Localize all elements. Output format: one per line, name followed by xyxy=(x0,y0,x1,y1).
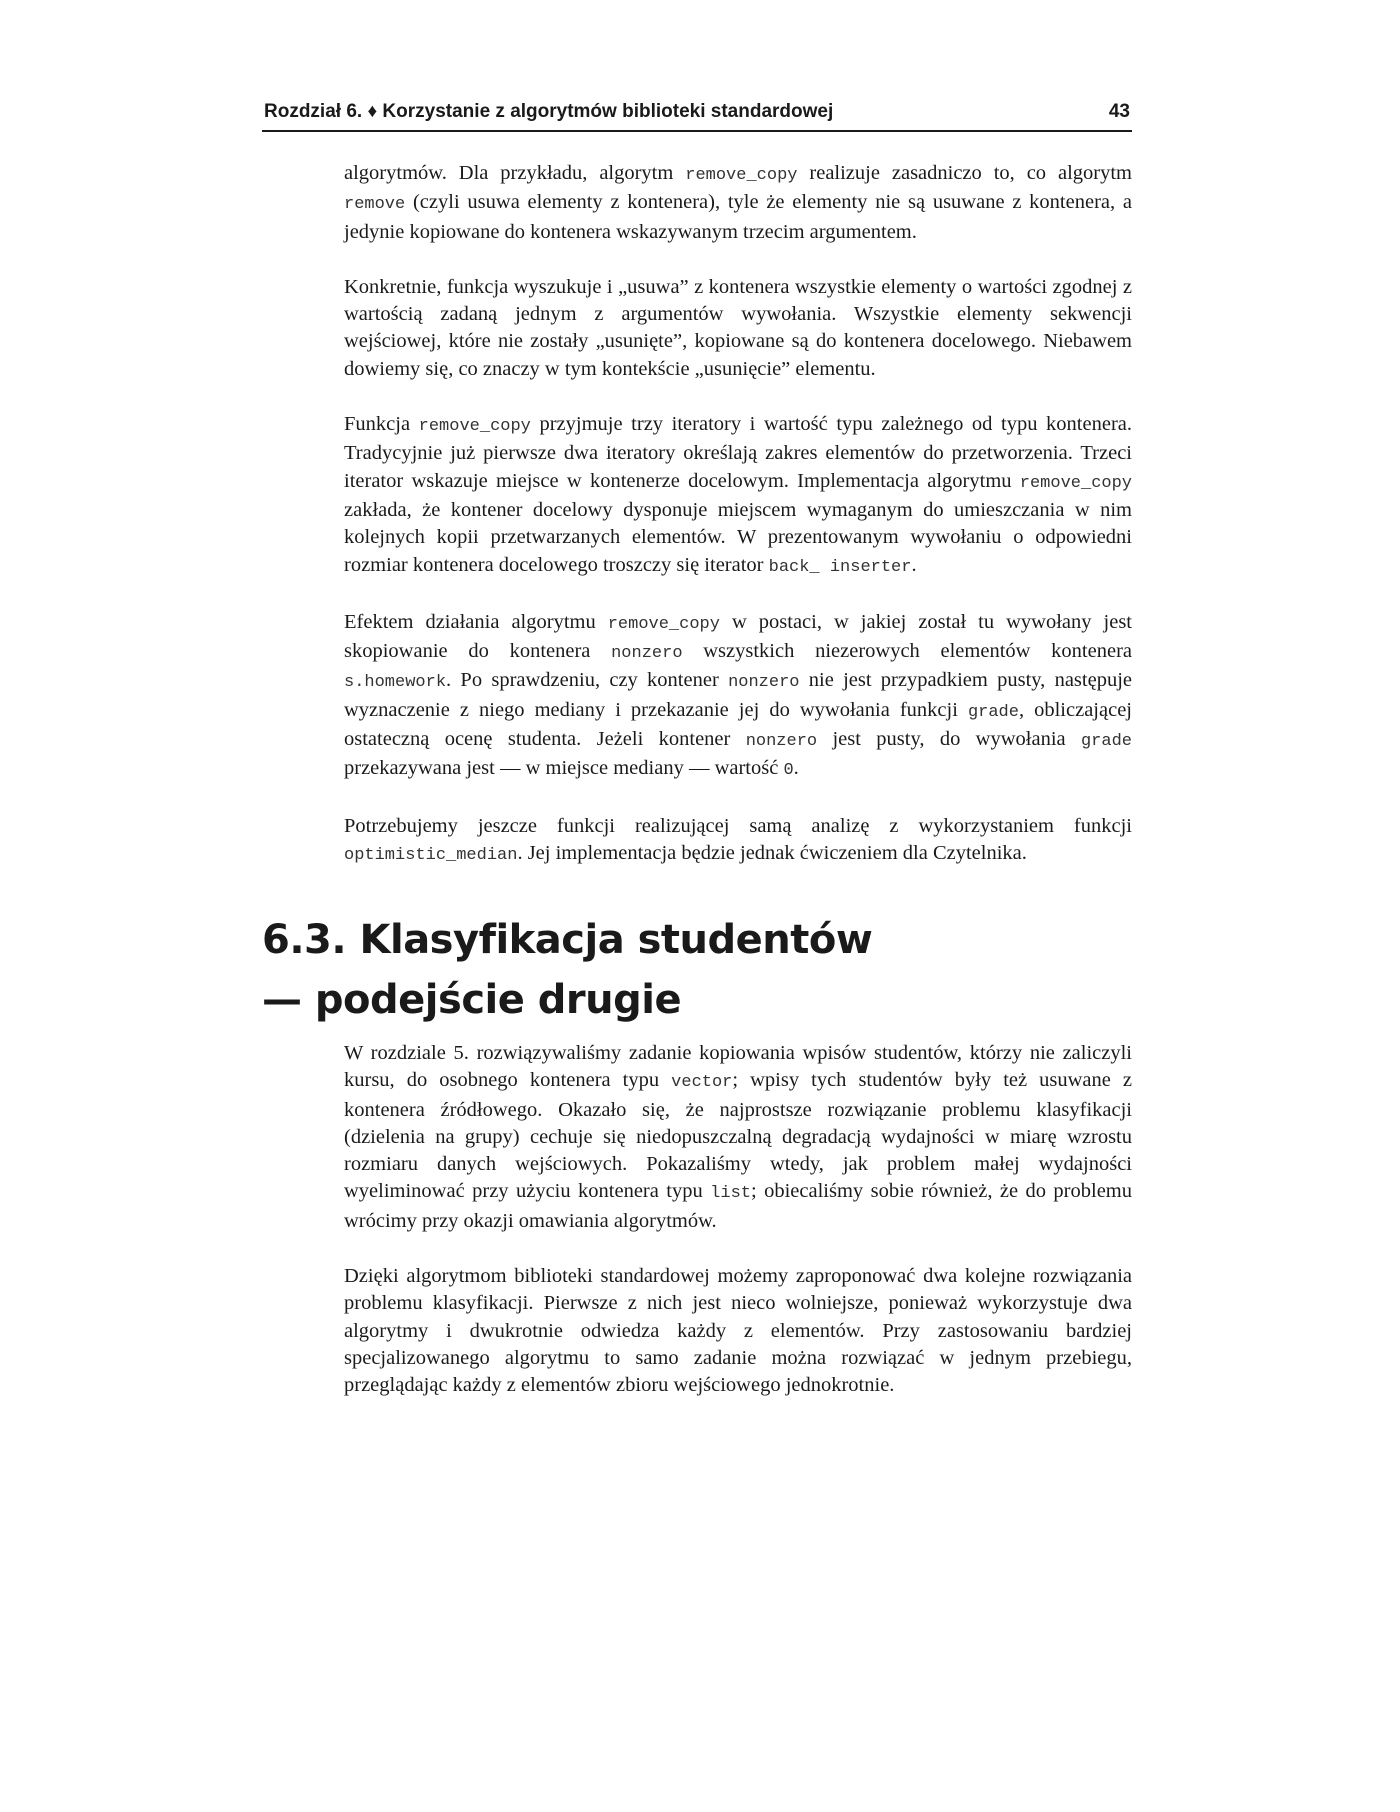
text-run: ; wpisy tych studentów były też usuwane z kontenera źródłowego. Okazało się, że najprostsze rozwiązanie problemu klasyfikacji (dzielenia na grupy) cechuje się niedopuszczalną degradacją wydajności w miarę wzrostu rozmiaru danych wejściowych. Pokazaliśmy wtedy, jak problem małej wydajności wyeliminować przy użyciu kontenera typu xyxy=(344,1069,1132,1203)
section-heading xyxy=(262,910,1142,1030)
text-run: (czyli usuwa elementy z kontenera), tyle że elementy nie są usuwane z kontenera, a jedynie kopiowane do kontenera wskazywanym trzecim argumentem. xyxy=(344,191,1132,243)
paragraph-5 xyxy=(344,813,1132,870)
paragraph-4 xyxy=(344,609,1132,785)
inline-code: s.homework xyxy=(344,673,447,693)
text-run: . xyxy=(793,757,799,780)
inline-code: remove_copy xyxy=(1019,473,1132,493)
inline-code: remove_copy xyxy=(418,417,531,437)
paragraph-2 xyxy=(344,274,1132,383)
section-heading-line-2: — podejście drugie xyxy=(262,977,682,1023)
chapter-title: Rozdział 6. ♦ Korzystanie z algorytmów biblioteki standardowej xyxy=(264,101,834,122)
text-run: . Jej implementacja będzie jednak ćwiczeniem dla Czytelnika. xyxy=(517,841,1027,864)
text-run: przyjmuje trzy iteratory i wartość typu zależnego od typu kontenera. Tradycyjnie już pierwsze dwa iteratory określają zakres elementów do przetworzenia. Trzeci iterator wskazuje miejsce w kontenerze docelowym. Implementacja algorytmu xyxy=(344,413,1132,492)
text-run: nie jest przypadkiem pusty, następuje wyznaczenie z niego mediany i przekazanie jej do wywołania funkcji xyxy=(344,669,1132,721)
running-header xyxy=(262,100,1132,132)
text-run: , obliczającej ostateczną ocenę studenta. Jeżeli kontener xyxy=(344,698,1132,751)
inline-code: remove xyxy=(344,195,406,215)
text-run: Efektem działania algorytmu xyxy=(344,610,608,633)
text-run: w postaci, w jakiej został tu wywołany jest skopiowanie do kontenera xyxy=(344,610,1132,663)
text-run: ; obiecaliśmy sobie również, że do problemu wrócimy przy okazji omawiania algorytmów. xyxy=(344,1180,1132,1232)
inline-code: vector xyxy=(671,1073,733,1093)
inline-code: grade xyxy=(967,702,1019,722)
paragraph-1 xyxy=(344,160,1132,246)
text-run: wszystkich niezerowych elementów kontenera xyxy=(682,640,1132,663)
text-run: . xyxy=(911,553,917,576)
inline-code: nonzero xyxy=(728,673,800,693)
text-run: algorytmów. Dla przykładu, algorytm xyxy=(344,162,686,184)
body-text-bottom xyxy=(344,1040,1132,1400)
inline-code: 0 xyxy=(783,761,794,781)
page-number: 43 xyxy=(1108,101,1130,122)
text-run: Dzięki algorytmom biblioteki standardowej możemy zaproponować dwa kolejne rozwiązania problemu klasyfikacji. Pierwsze z nich jest nieco wolniejsze, ponieważ wykorzystuje dwa algorytmy i dwukrotnie odwiedza każdy z elementów. Przy zastosowaniu bardziej specjalizowanego algorytmu to samo zadanie można rozwiązać w jednym przebiegu, przeglądając każdy z elementów zbioru wejściowego jednokrotnie. xyxy=(344,1265,1132,1397)
body-text-top xyxy=(344,160,1132,869)
inline-code: nonzero xyxy=(611,644,683,664)
paragraph-7 xyxy=(344,1263,1132,1399)
inline-code: remove_copy xyxy=(685,166,798,185)
text-run: Funkcja xyxy=(344,413,419,436)
inline-code: optimistic_median xyxy=(344,845,518,865)
inline-code: nonzero xyxy=(745,732,818,752)
text-run: jest pusty, do wywołania xyxy=(817,728,1081,751)
paragraph-3 xyxy=(344,411,1132,581)
paragraph-6 xyxy=(344,1040,1132,1235)
inline-code: remove_copy xyxy=(607,614,720,634)
section-heading-line-1: 6.3. Klasyfikacja studentów xyxy=(262,917,873,963)
text-run: zakłada, że kontener docelowy dysponuje miejscem wymaganym do umieszczania w nim kolejnych kopii przetwarzanych elementów. W prezentowanym wywołaniu o odpowiedni rozmiar kontenera docelowego troszczy się iterator xyxy=(344,498,1132,576)
text-run: W rozdziale 5. rozwiązywaliśmy zadanie kopiowania wpisów studentów, którzy nie zaliczyli kursu, do osobnego kontenera typu xyxy=(344,1042,1132,1092)
text-run: Potrzebujemy jeszcze funkcji realizującej samą analizę z wykorzystaniem funkcji xyxy=(344,814,1132,837)
inline-code: back_ inserter xyxy=(768,557,912,577)
text-run: Konkretnie, funkcja wyszukuje i „usuwa” z kontenera wszystkie elementy o wartości zgodnej z wartością zadaną jednym z argumentów wywołania. Wszystkie elementy sekwencji wejściowej, które nie zostały „usunięte”, kopiowane są do kontenera docelowego. Niebawem dowiemy się, co znaczy w tym kontekście „usunięcie” elementu. xyxy=(344,275,1132,380)
text-run: realizuje zasadniczo to, co algorytm xyxy=(797,162,1132,184)
text-run: . Po sprawdzeniu, czy kontener xyxy=(446,669,729,692)
inline-code: grade xyxy=(1080,732,1132,752)
inline-code: list xyxy=(710,1184,751,1204)
text-run: przekazywana jest — w miejsce mediany — wartość xyxy=(344,757,784,780)
